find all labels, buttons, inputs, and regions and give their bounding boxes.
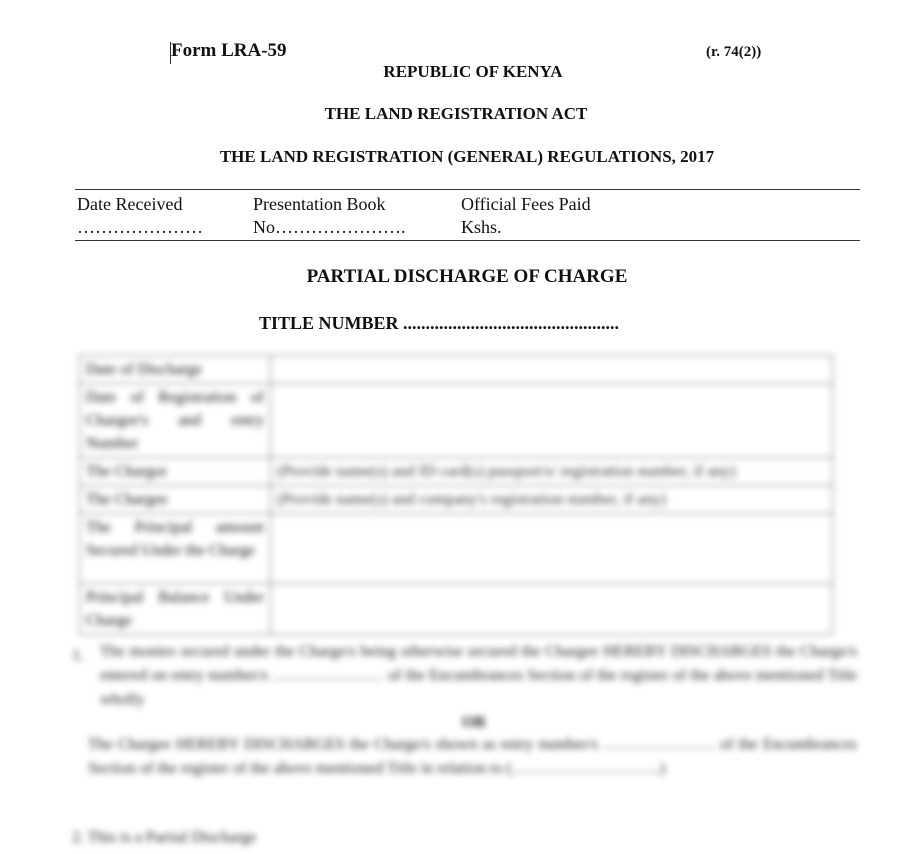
row-value [271, 356, 833, 384]
regulations-heading: THE LAND REGISTRATION (GENERAL) REGULATIONS, 2017 [219, 147, 715, 166]
row-value [271, 514, 833, 584]
official-fees-field [461, 193, 591, 239]
table-row [80, 458, 833, 486]
date-received-field [77, 193, 203, 239]
paragraph-or: OR [462, 714, 486, 731]
row-label: The Chargor [80, 458, 271, 486]
official-fees-currency: Kshs. [461, 217, 502, 237]
paragraph-2: 2. This is a Partial Discharge [72, 829, 257, 846]
presentation-book-no: No…………………. [253, 217, 406, 237]
row-label: Date of Registration of Chargee's and entry Number [80, 384, 271, 458]
presentation-book-label: Presentation Book [253, 194, 386, 214]
row-label: Date of Discharge [80, 356, 271, 384]
presentation-book-field [253, 193, 406, 239]
table-row [80, 384, 833, 458]
charge-details-table [79, 355, 833, 635]
row-value [271, 584, 833, 635]
row-label: The Chargee [80, 486, 271, 514]
table-row [80, 486, 833, 514]
document-title: PARTIAL DISCHARGE OF CHARGE [306, 266, 628, 287]
paragraph-1-number: 1. [72, 647, 84, 664]
receipt-bottom-rule [75, 240, 860, 241]
receipt-top-rule [75, 189, 860, 190]
row-label: The Principal amount Secured Under the Charge [80, 514, 271, 584]
country-heading: REPUBLIC OF KENYA [383, 62, 563, 81]
paragraph-alternative: The Chargee HEREBY DISCHARGES the Charge/s shown as entry number/s ………………… of the Encumbrances Section of the register of the above mentioned Title in relation to (……………………….) [88, 736, 857, 777]
row-value [271, 384, 833, 458]
title-number: TITLE NUMBER ................................................ [259, 313, 620, 333]
paragraph-1: The monies secured under the Charge/s being otherwise secured the Chargee HEREBY DISCHARGES the Charge/s entered on entry number/s ………………… of the Encumbrances Section of the register of the above mentioned Title wholly [100, 643, 857, 708]
table-row [80, 514, 833, 584]
table-row [80, 356, 833, 384]
act-heading: THE LAND REGISTRATION ACT [324, 104, 588, 123]
date-received-dots: ………………… [77, 217, 203, 237]
official-fees-label: Official Fees Paid [461, 194, 591, 214]
form-number: Form LRA-59 [171, 40, 287, 61]
date-received-label: Date Received [77, 194, 183, 214]
row-label: Principal Balance Under Charge [80, 584, 271, 635]
row-value: (Provide name(s) and ID card(s) passport/s/ registration number, if any) [271, 458, 833, 486]
table-row [80, 584, 833, 635]
row-value: (Provide name(s) and company's registration number, if any) [271, 486, 833, 514]
rule-reference: (r. 74(2)) [706, 44, 762, 60]
